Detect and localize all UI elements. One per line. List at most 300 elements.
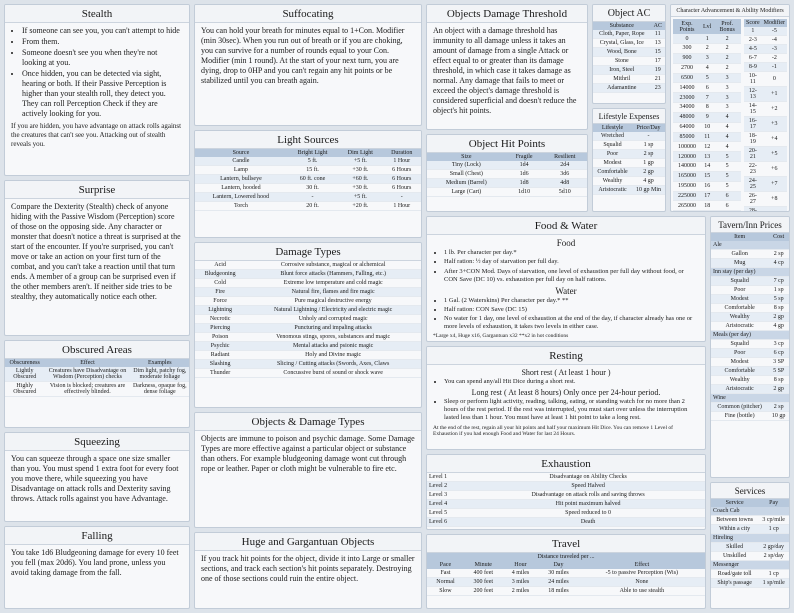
- section-label: Coach Cab: [711, 507, 789, 516]
- table-row: [427, 509, 705, 518]
- column-header: Minute: [464, 561, 503, 569]
- column-header: Effect: [44, 359, 130, 367]
- table-cell: Level 3: [427, 491, 471, 500]
- table-cell: -1: [762, 63, 787, 72]
- table-cell: Level 2: [427, 482, 471, 491]
- table-row: [673, 162, 741, 172]
- table-cell: 6 Hours: [383, 184, 421, 193]
- falling-text: You take 1d6 Bludgeoning damage for every 10 feet you fell (max 20d6). You land prone, unless you avoid taking damage from the fall.: [11, 548, 179, 577]
- table-cell: 17: [701, 191, 713, 201]
- table-cell: +2: [762, 102, 787, 117]
- table-cell: 1 sp/mile: [758, 579, 789, 588]
- surprise-title: Surprise: [5, 181, 189, 199]
- table-cell: 400 feet: [464, 569, 503, 578]
- table-cell: Aristocratic: [711, 385, 768, 394]
- water-subtitle: Water: [555, 285, 577, 296]
- table-row: [673, 171, 741, 181]
- huge-objects-text: If you track hit points for the object, divide it into Large or smaller sections, and track each section's hit points separately. Destroying one of those sections could ruin the entire object.: [201, 554, 415, 583]
- table-cell: 265000: [673, 201, 701, 211]
- table-row: [711, 516, 789, 525]
- table-row: [744, 45, 787, 54]
- table-cell: Lantern, Lowered hood: [195, 193, 287, 202]
- table-cell: 6: [713, 191, 741, 201]
- table-cell: 2 sp: [768, 403, 789, 412]
- table-cell: 3: [713, 83, 741, 93]
- table-cell: Lightning: [195, 306, 245, 315]
- list-item: • Half ration: CON Save (DC 15): [444, 306, 699, 314]
- table-row: [195, 288, 421, 297]
- table-cell: 200 feet: [464, 587, 503, 596]
- table-cell: 6: [701, 83, 713, 93]
- resting-panel: [426, 346, 706, 450]
- table-cell: 3 SP: [768, 358, 789, 367]
- table-cell: 2: [701, 44, 713, 54]
- table-cell: 30 ft.: [287, 184, 338, 193]
- table-cell: Within a city: [711, 525, 758, 534]
- table-cell: Common (pitcher): [711, 403, 768, 412]
- table-cell: 5: [713, 181, 741, 191]
- lifestyle-panel: [592, 108, 666, 212]
- table-row: [427, 491, 705, 500]
- travel-table: [427, 553, 705, 596]
- table-cell: 14: [701, 162, 713, 172]
- table-cell: Between towns: [711, 516, 758, 525]
- table-row: [673, 93, 741, 103]
- object-hp-panel: [426, 134, 588, 212]
- table-row: [195, 297, 421, 306]
- table-row: [195, 315, 421, 324]
- table-row: [195, 157, 421, 166]
- table-cell: +5 ft.: [338, 157, 382, 166]
- table-row: [673, 191, 741, 201]
- damage-table: [195, 261, 421, 378]
- short-rest-list: [433, 378, 699, 386]
- table-row: [593, 48, 665, 57]
- advancement-table: [673, 19, 741, 212]
- column-header: Effect: [579, 561, 705, 569]
- table-cell: Level 6: [427, 518, 471, 527]
- table-row: [744, 72, 787, 87]
- suffocating-text: You can hold your breath for minutes equal to 1+Con. Modifier (min 30sec). When you run out of breath or if you are choking, you can survive for a number of rounds equal to your Con. Modifier (min 1 round). At the start of your next turn, you are dying, drop to 0HP and you can't regain any hit points or be stabilized until you can breath again.: [201, 26, 405, 85]
- table-cell: 10 gp Min: [632, 186, 665, 195]
- table-cell: 48000: [673, 112, 701, 122]
- table-cell: 15 ft.: [287, 166, 338, 175]
- table-row: [673, 201, 741, 211]
- table-cell: -5: [762, 27, 787, 36]
- table-cell: 1 sp: [768, 286, 789, 295]
- table-row: [593, 159, 665, 168]
- column-header: Pay: [758, 499, 789, 507]
- table-cell: 2 sp: [768, 250, 789, 259]
- tavern-table: [711, 233, 789, 421]
- column-header: Fragile: [506, 153, 543, 161]
- table-cell: +30 ft.: [338, 166, 382, 175]
- table-cell: Hit point maximum halved: [471, 500, 705, 509]
- table-row: [593, 141, 665, 150]
- table-row: [593, 168, 665, 177]
- table-cell: Level 4: [427, 500, 471, 509]
- column-header: Examples: [131, 359, 189, 367]
- table-cell: Natural fire, flames and fire magic: [245, 288, 421, 297]
- table-row: [593, 30, 665, 39]
- table-cell: Unskilled: [711, 552, 758, 561]
- table-row: [673, 44, 741, 54]
- table-cell: Wood, Bone: [593, 48, 651, 57]
- table-cell: Poison: [195, 333, 245, 342]
- table-cell: 3: [713, 73, 741, 83]
- table-cell: +8: [762, 192, 787, 207]
- travel-panel: [426, 534, 706, 609]
- light-table: [195, 149, 421, 211]
- table-cell: 2 gp/day: [758, 543, 789, 552]
- table-row: [711, 525, 789, 534]
- column-header: Lifestyle: [593, 124, 632, 132]
- table-cell: 2: [713, 53, 741, 63]
- table-cell: 28-: [744, 207, 762, 213]
- table-cell: Psychic: [195, 342, 245, 351]
- table-cell: 18-19: [744, 132, 762, 147]
- column-header: Bright Light: [287, 149, 338, 157]
- travel-group-header: Distance traveled per ...: [427, 553, 705, 561]
- table-cell: 5 SP: [768, 367, 789, 376]
- table-cell: 18: [701, 201, 713, 211]
- column-header: Exp. Points: [673, 19, 701, 34]
- threshold-text: An object with a damage threshold has immunity to all damage unless it takes an amount of damage from a single Attack or effect equal to or greater than its damage threshold, in which case it takes damage as normal. Any damage that fails to meet or exceed the object's damage threshold is considered superficial and doesn't reduce the object's hit points.: [433, 26, 577, 115]
- table-cell: Road/gate toll: [711, 570, 758, 579]
- table-cell: 5: [701, 73, 713, 83]
- table-cell: +7: [762, 177, 787, 192]
- table-row: [593, 186, 665, 195]
- table-cell: 2700: [673, 63, 701, 73]
- table-row: [744, 207, 787, 213]
- table-row: [427, 473, 705, 482]
- table-row: [744, 63, 787, 72]
- table-cell: [762, 207, 787, 213]
- table-row: [744, 54, 787, 63]
- table-row: [711, 570, 789, 579]
- table-row: [593, 39, 665, 48]
- table-cell: 8 sp: [768, 376, 789, 385]
- table-cell: Natural Lightning / Electricity and electric magic: [245, 306, 421, 315]
- table-cell: 26-27: [744, 192, 762, 207]
- table-cell: Thunder: [195, 369, 245, 378]
- table-cell: 2-3: [744, 36, 762, 45]
- table-cell: Wealthy: [711, 376, 768, 385]
- object-hp-table: [427, 153, 587, 197]
- table-cell: 4: [713, 112, 741, 122]
- table-row: [593, 75, 665, 84]
- column-header: Item: [711, 233, 768, 241]
- table-cell: 14000: [673, 83, 701, 93]
- table-cell: [701, 211, 713, 212]
- table-row: [427, 482, 705, 491]
- table-cell: 1 cp: [758, 570, 789, 579]
- table-cell: Cloth, Paper, Rope: [593, 30, 651, 39]
- table-cell: Holy and Divine magic: [245, 351, 421, 360]
- food-note: *Large x4, Huge x16, Gargantuan x32 **x2 in hot conditions: [433, 332, 569, 339]
- table-row: [744, 147, 787, 162]
- table-row: [711, 367, 789, 376]
- food-list: [433, 249, 699, 284]
- table-cell: Disadvantage on attack rolls and saving throws: [471, 491, 705, 500]
- table-row: [744, 192, 787, 207]
- stealth-title: Stealth: [5, 5, 189, 23]
- table-cell: Wealthy: [593, 177, 632, 186]
- travel-title: Travel: [427, 535, 705, 553]
- table-cell: 1d6: [506, 170, 543, 179]
- advancement-title: Character Advancement & Ability Modifiers: [671, 5, 789, 17]
- table-row: [593, 57, 665, 66]
- column-header: Prof. Bonus: [713, 19, 741, 34]
- table-cell: 4-5: [744, 45, 762, 54]
- table-row: [195, 175, 421, 184]
- food-panel: [426, 216, 706, 342]
- huge-objects-panel: [194, 532, 422, 609]
- table-cell: 140000: [673, 162, 701, 172]
- table-cell: 5d10: [543, 188, 588, 197]
- lifestyle-title: Lifestyle Expenses: [593, 109, 665, 124]
- table-row: [673, 112, 741, 122]
- table-row: [195, 360, 421, 369]
- table-cell: Speed Halved: [471, 482, 705, 491]
- water-list: [433, 297, 699, 332]
- table-cell: Mental attacks and psionic magic: [245, 342, 421, 351]
- table-cell: 2 miles: [503, 587, 539, 596]
- table-cell: 12-13: [744, 87, 762, 102]
- table-row: [744, 87, 787, 102]
- table-row: [711, 543, 789, 552]
- services-panel: [710, 482, 790, 609]
- obscured-table: [5, 359, 189, 397]
- tavern-panel: [710, 216, 790, 478]
- table-cell: 10 gp: [768, 412, 789, 421]
- table-cell: 4 miles: [503, 569, 539, 578]
- table-cell: +60 ft.: [338, 175, 382, 184]
- column-header: Source: [195, 149, 287, 157]
- column-header: Price/Day: [632, 124, 665, 132]
- obscured-title: Obscured Areas: [5, 341, 189, 359]
- column-header: Hour: [503, 561, 539, 569]
- modifier-table: [744, 19, 787, 212]
- table-cell: 17: [651, 57, 665, 66]
- section-label: Wine: [711, 394, 789, 403]
- food-title: Food & Water: [427, 217, 705, 235]
- table-row: [711, 322, 789, 331]
- table-cell: 4: [701, 63, 713, 73]
- table-row: [744, 102, 787, 117]
- table-row: [195, 166, 421, 175]
- table-cell: Extreme low temperature and cold magic: [245, 279, 421, 288]
- table-cell: 15: [651, 48, 665, 57]
- table-row: [673, 181, 741, 191]
- suffocating-title: Suffocating: [195, 5, 421, 23]
- table-cell: 1 Hour: [383, 157, 421, 166]
- table-cell: 10: [701, 122, 713, 132]
- object-damage-title: Objects & Damage Types: [195, 413, 421, 431]
- huge-objects-title: Huge and Gargantuan Objects: [195, 533, 421, 551]
- table-row: [427, 161, 587, 170]
- table-row: [711, 376, 789, 385]
- table-cell: 1 cp: [758, 525, 789, 534]
- table-cell: 6500: [673, 73, 701, 83]
- table-cell: Small (Chest): [427, 170, 506, 179]
- suffocating-panel: [194, 4, 422, 126]
- table-cell: Wealthy: [711, 313, 768, 322]
- resting-footer: At the end of the rest, regain all your hit points and half your maximum Hit Dice. You can remove 1 Level of Exhaustion if you had enough Food and Water for last 24 Hours.: [433, 424, 673, 438]
- damage-title: Damage Types: [195, 243, 421, 261]
- tavern-title: Tavern/Inn Prices: [711, 217, 789, 233]
- table-cell: 4d8: [543, 179, 588, 188]
- table-row: [427, 179, 587, 188]
- table-cell: +1: [762, 87, 787, 102]
- table-cell: [673, 211, 701, 212]
- surprise-panel: [4, 180, 190, 336]
- table-cell: 3 cp/mile: [758, 516, 789, 525]
- table-cell: -: [632, 132, 665, 141]
- table-cell: -: [287, 193, 338, 202]
- table-row: [427, 587, 705, 596]
- table-cell: 4: [713, 122, 741, 132]
- table-cell: 4: [713, 132, 741, 142]
- table-cell: 5: [713, 162, 741, 172]
- column-header: Score: [746, 20, 760, 26]
- table-cell: 9: [701, 112, 713, 122]
- table-cell: Lamp: [195, 166, 287, 175]
- table-cell: 64000: [673, 122, 701, 132]
- table-cell: Venomous stings, spores, substances and magic: [245, 333, 421, 342]
- table-cell: Squalid: [593, 141, 632, 150]
- table-cell: 60 ft. cone: [287, 175, 338, 184]
- squeezing-text: You can squeeze through a space one size smaller than you. You must spend 1 extra foot for every foot you move there, while squeezing you have Disadvantage on attack rolls and Dexterity saving throws. Attack rolls against you have Advantage.: [11, 454, 179, 503]
- table-cell: Mithril: [593, 75, 651, 84]
- table-cell: 4: [713, 142, 741, 152]
- table-cell: 8-9: [744, 63, 762, 72]
- table-row: [673, 122, 741, 132]
- squeezing-panel: [4, 432, 190, 522]
- table-cell: 20 ft.: [287, 202, 338, 211]
- list-item: • After 3+CON Mod. Days of starvation, one level of exhaustion per full day without food, or CON Save (DC 10) vs. exhaustion per full day on half rations.: [444, 268, 699, 284]
- lifestyle-table: [593, 124, 665, 195]
- advancement-panel: [670, 4, 790, 212]
- table-cell: Comfortable: [711, 304, 768, 313]
- table-row: [711, 340, 789, 349]
- list-item: • Once hidden, you can be detected via sight, hearing or both. If their Passive Perception is higher than your stealth roll, they detect you. They can roll Perception Check if they are actively looking for you.: [22, 69, 183, 119]
- table-cell: 4 gp: [768, 322, 789, 331]
- table-cell: 85000: [673, 132, 701, 142]
- table-cell: 100000: [673, 142, 701, 152]
- damage-panel: [194, 242, 422, 408]
- table-cell: 16-17: [744, 117, 762, 132]
- column-header: Duration: [383, 149, 421, 157]
- stealth-list: [11, 26, 183, 119]
- table-cell: 8 sp: [768, 304, 789, 313]
- table-cell: Mug: [711, 259, 768, 268]
- table-row: [195, 184, 421, 193]
- table-cell: -4: [762, 36, 787, 45]
- resting-title: Resting: [427, 347, 705, 365]
- table-cell: 3: [701, 53, 713, 63]
- column-header: Obscureness: [5, 359, 44, 367]
- table-cell: 2 gp: [768, 385, 789, 394]
- column-header: Resilient: [543, 153, 588, 161]
- threshold-panel: [426, 4, 588, 130]
- table-cell: 1: [744, 27, 762, 36]
- table-cell: 2 sp/day: [758, 552, 789, 561]
- table-cell: Piercing: [195, 324, 245, 333]
- table-cell: 19: [651, 66, 665, 75]
- table-cell: 13: [701, 152, 713, 162]
- stealth-footer: If you are hidden, you have advantage on attack rolls against the creatures that can't see you. Attacking out of stealth reveals you.: [11, 122, 182, 148]
- table-cell: 0: [673, 34, 701, 43]
- table-cell: Adamantine: [593, 84, 651, 93]
- table-cell: Speed reduced to 0: [471, 509, 705, 518]
- table-row: [427, 188, 587, 197]
- table-cell: 225000: [673, 191, 701, 201]
- table-cell: Death: [471, 518, 705, 527]
- table-cell: 1: [701, 34, 713, 43]
- table-cell: 165000: [673, 171, 701, 181]
- table-cell: Squalid: [711, 340, 768, 349]
- table-row: [427, 518, 705, 527]
- table-row: [593, 66, 665, 75]
- object-hp-title: Object Hit Points: [427, 135, 587, 153]
- table-cell: 195000: [673, 181, 701, 191]
- table-cell: 6-7: [744, 54, 762, 63]
- table-cell: Tiny (Lock): [427, 161, 506, 170]
- table-cell: +3: [762, 117, 787, 132]
- table-cell: Level 1: [427, 473, 471, 482]
- section-label: Meals (per day): [711, 331, 789, 340]
- table-cell: 22-23: [744, 162, 762, 177]
- table-cell: 7: [701, 93, 713, 103]
- table-cell: Wretched: [593, 132, 632, 141]
- table-cell: 1d4: [506, 161, 543, 170]
- threshold-title: Objects Damage Threshold: [427, 5, 587, 23]
- table-row: [427, 500, 705, 509]
- table-cell: 3d6: [543, 170, 588, 179]
- table-cell: 900: [673, 53, 701, 63]
- table-cell: 2: [713, 34, 741, 43]
- table-cell: 23: [651, 84, 665, 93]
- table-cell: 5: [713, 152, 741, 162]
- table-cell: 24 miles: [538, 578, 578, 587]
- table-cell: -2: [762, 54, 787, 63]
- table-cell: 18 miles: [538, 587, 578, 596]
- table-cell: Squalid: [711, 277, 768, 286]
- table-cell: 5: [713, 171, 741, 181]
- table-row: [744, 36, 787, 45]
- table-row: Highly Obscured Vision is blocked; creatures are effectively blinded. Darkness, opaque fog, dense foliage: [5, 382, 189, 397]
- table-cell: 5 sp: [768, 295, 789, 304]
- table-cell: Bludgeoning: [195, 270, 245, 279]
- table-cell: 30 miles: [538, 569, 578, 578]
- column-header: AC: [651, 22, 665, 30]
- long-rest-list: [433, 398, 699, 422]
- table-cell: 5 ft.: [287, 157, 338, 166]
- long-rest-label: Long rest ( At least 8 hours) Only once per 24-hour period.: [471, 388, 661, 398]
- table-cell: Crystal, Glass, Ice: [593, 39, 651, 48]
- table-cell: 2 gp: [768, 313, 789, 322]
- table-cell: Aristocratic: [593, 186, 632, 195]
- table-cell: 3: [713, 103, 741, 113]
- table-cell: Ship's passage: [711, 579, 758, 588]
- table-cell: Pure magical destructive energy: [245, 297, 421, 306]
- table-row: [711, 385, 789, 394]
- table-cell: 4 cp: [768, 259, 789, 268]
- table-cell: Concussive burst of sound or shock wave: [245, 369, 421, 378]
- section-label: Hireling: [711, 534, 789, 543]
- table-cell: Aristocratic: [711, 322, 768, 331]
